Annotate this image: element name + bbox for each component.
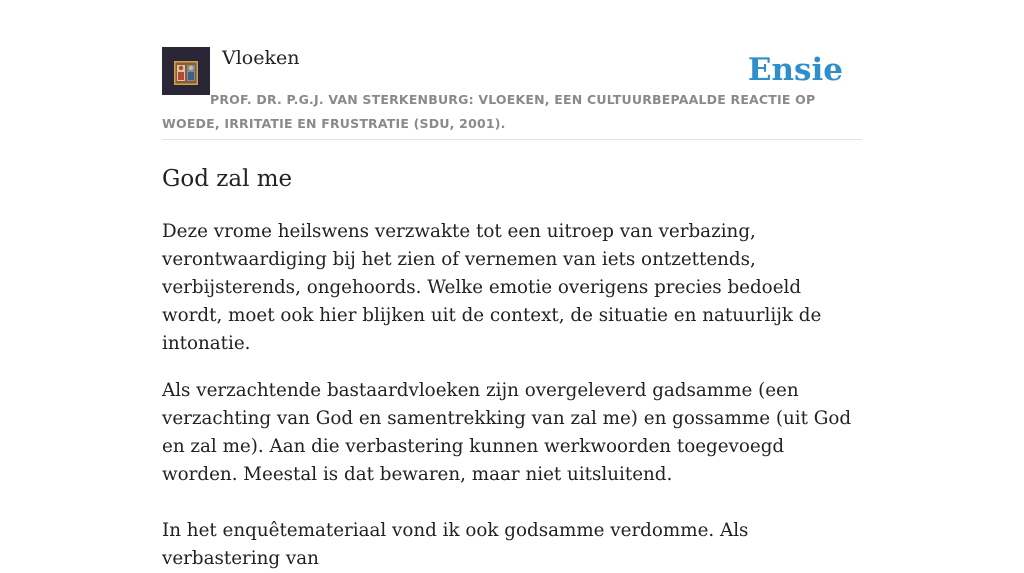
entry-paragraph-1: Deze vrome heilswens verzwakte tot een uitroep van verbazing, verontwaardiging bij het zien of vernemen van iets ontzettends, verbijsterends, ongehoords. Welke emotie overigens precies bedoeld wordt, moet ook hier blijken uit de context, de situatie en natuurlijk de intonatie.: [162, 221, 822, 354]
entry-paragraph-2: Als verzachtende bastaardvloeken zijn overgeleverd gadsamme (een verzachting van God en samentrekking van zal me) en gossamme (uit God en zal me). Aan die verbastering kunnen werkwoorden toegevoegd worden. Meestal is dat bewaren, maar niet uitsluitend.: [162, 380, 852, 485]
entry-body: [162, 162, 862, 573]
source-title[interactable]: Vloeken: [222, 47, 300, 69]
entry-header: [162, 0, 862, 140]
entry-paragraph-3: In het enquêtemateriaal vond ik ook godsamme verdomme. Als verbastering van: [162, 520, 749, 569]
source-citation: PROF. DR. P.G.J. VAN STERKENBURG: VLOEKEN, EEN CULTUURBEPAALDE REACTIE OP WOEDE, IRRITATIE EN FRUSTRATIE (SDU, 2001).: [162, 92, 816, 131]
ensie-logo[interactable]: Ensie: [747, 52, 843, 88]
page: [162, 0, 862, 569]
entry-title: God zal me: [162, 166, 293, 192]
